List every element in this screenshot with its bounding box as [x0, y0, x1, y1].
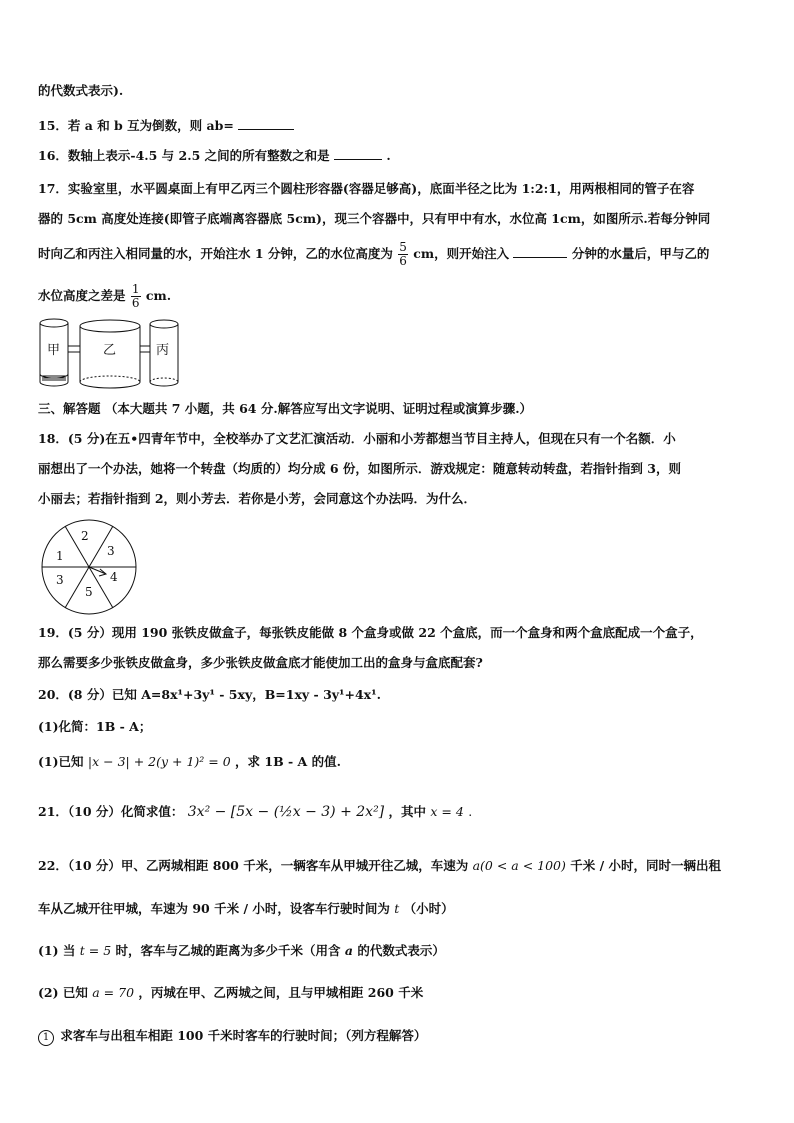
section-3-header: 三、解答题 （本大题共 7 小题，共 64 分.解答应写出文字说明、证明过程或演算步骤.） — [38, 401, 533, 416]
q19-line-2: 那么需要多少张铁皮做盒身，多少张铁皮做盒底才能使加工出的盒身与盒底配套? — [38, 655, 483, 670]
sector-label: 2 — [81, 529, 89, 543]
continued-text: 的代数式表示). — [38, 83, 124, 98]
q22-text-b: 千米 / 小时，同时一辆出租 — [570, 858, 722, 873]
fraction-1-6 — [131, 283, 141, 310]
q22-part1-label: (1) 当 — [38, 943, 76, 958]
q19-line-1: 19．(5 分）现用 190 张铁皮做盒子，每张铁皮能做 8 个盒身或做 22 个盒底，而一个盒身和两个盒底配成一个盒子， — [38, 625, 703, 640]
containers-figure — [34, 316, 182, 392]
q20-equation: |x − 3| + 2(y + 1)² = 0 — [87, 754, 231, 769]
question-15 — [38, 117, 294, 134]
answer-blank — [513, 245, 567, 258]
fraction-5-6 — [398, 241, 408, 268]
fraction-numerator: 5 — [399, 240, 407, 254]
q20-text-b: ，求 1B - A 的值. — [235, 754, 341, 769]
q20-text-a: (1)已知 — [38, 754, 84, 769]
q18-line-1: 18．(5 分)在五•四青年节中，全校举办了文艺汇演活动．小丽和小芳都想当节目主持人，但现在只有一个名额．小 — [38, 431, 676, 446]
fraction-numerator: 1 — [131, 282, 140, 296]
q22-text-g: ，丙城在甲、乙两城之间，且与甲城相距 260 千米 — [138, 985, 424, 1000]
q17-text-d: 水位高度之差是 — [38, 288, 126, 303]
q22-text-h: 求客车与出租车相距 100 千米时客车的行驶时间；（列方程解答） — [60, 1028, 427, 1043]
q20-line-2 — [38, 754, 341, 770]
q22-line-4 — [38, 985, 423, 1001]
sector-label: 5 — [85, 585, 93, 599]
q18-line-2: 丽想出了一个办法，她将一个转盘（均质的）均分成 6 份，如图所示．游戏规定：随意转动转盘，若指针指到 3，则 — [38, 461, 681, 476]
label-bing: 丙 — [156, 343, 170, 358]
q22-a70: a = 70 — [92, 985, 135, 1000]
q22-line-5 — [38, 1028, 426, 1046]
answer-blank — [238, 117, 294, 130]
label-jia: 甲 — [47, 343, 61, 358]
fraction-denominator: 6 — [399, 254, 407, 268]
q17-text-e: cm. — [145, 288, 172, 303]
spinner-figure — [36, 518, 142, 616]
q22-part2-label: (2) 已知 — [38, 985, 88, 1000]
fraction-denominator: 6 — [131, 296, 140, 310]
circled-number: 1 — [38, 1030, 54, 1046]
q22-text-f: 的代数式表示） — [357, 943, 445, 958]
q22-text-a: 22．（10 分）甲、乙两城相距 800 千米，一辆客车从甲城开往乙城，车速为 — [38, 858, 469, 873]
q21-expression: 3x² − [5x − (½x − 3) + 2x²] — [187, 804, 385, 820]
q22-t-var: t — [394, 901, 400, 916]
q22-line-3 — [38, 943, 445, 959]
sector-label: 3 — [56, 573, 64, 587]
q21-x-value: x = 4 — [430, 804, 464, 819]
question-16 — [38, 147, 391, 164]
q21-text-b: ，其中 — [388, 804, 427, 819]
q17-line-4 — [38, 283, 171, 310]
q20-line-1: (1)化简：1B - A； — [38, 719, 152, 734]
sector-label: 1 — [56, 549, 64, 563]
q22-a-range: a(0 < a < 100) — [472, 858, 566, 873]
q15-text: 15．若 a 和 b 互为倒数，则 ab= — [38, 118, 234, 133]
q22-text-c: 车从乙城开往甲城，车速为 90 千米 / 小时，设客车行驶时间为 — [38, 901, 390, 916]
q22-line-2 — [38, 901, 454, 917]
answer-blank — [334, 147, 382, 160]
q22-text-e: 时，客车与乙城的距离为多少千米（用含 — [115, 943, 341, 958]
q22-line-1 — [38, 858, 721, 874]
q17-line-1: 17．实验室里，水平圆桌面上有甲乙丙三个圆柱形容器(容器足够高)，底面半径之比为 1:2:1，用两根相同的管子在容 — [38, 181, 695, 196]
sector-label: 3 — [107, 544, 115, 558]
q21-line: 21．（10 分）化简求值： 3x² − [5x − (½x − 3) + 2x²] ，其中 x = 4 . — [38, 804, 473, 820]
q16-end: . — [386, 148, 391, 163]
q16-text: 16．数轴上表示-4.5 与 2.5 之间的所有整数之和是 — [38, 148, 330, 163]
q17-text-b: cm，则开始注入 — [413, 246, 510, 261]
sector-label: 4 — [110, 570, 118, 584]
q17-line-3 — [38, 241, 709, 268]
label-yi: 乙 — [103, 343, 117, 358]
q21-text-a: 21．（10 分）化简求值： — [38, 804, 184, 819]
q17-text-c: 分钟的水量后，甲与乙的 — [571, 246, 710, 261]
q22-text-d: （小时） — [403, 901, 454, 916]
q17-line-2: 器的 5cm 高度处连接(即管子底端离容器底 5cm)，现三个容器中，只有甲中有水，水位高 1cm，如图所示.若每分钟同 — [38, 211, 711, 226]
q22-t5: t = 5 — [79, 943, 112, 958]
q17-text-a: 时向乙和丙注入相同量的水，开始注水 1 分钟，乙的水位高度为 — [38, 246, 393, 261]
q18-line-3: 小丽去；若指针指到 2，则小芳去．若你是小芳，会同意这个办法吗．为什么． — [38, 491, 477, 506]
q20-line-0: 20．(8 分）已知 A=8x¹+3y¹ - 5xy，B=1xy - 3y¹+4x¹. — [38, 687, 381, 702]
q22-a-var: a — [344, 943, 353, 958]
